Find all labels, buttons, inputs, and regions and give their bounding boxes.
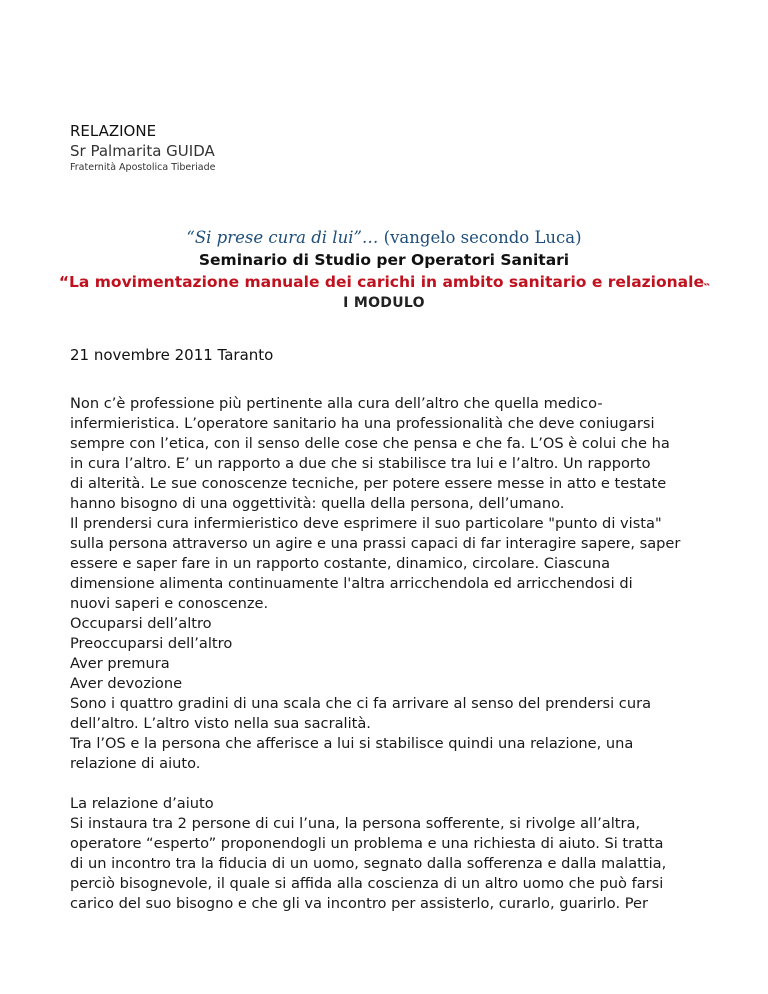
document-header: [70, 121, 215, 175]
body-line: Occuparsi dell’altro: [70, 615, 212, 632]
body-line: Preoccuparsi dell’altro: [70, 635, 233, 652]
module-label: I MODULO: [343, 295, 425, 311]
body-line: hanno bisogno di una oggettività: quella della persona, dell’umano.: [70, 495, 565, 512]
seminar-title: Seminario di Studio per Operatori Sanitari: [198, 251, 570, 269]
author-name: Sr Palmarita GUIDA: [70, 142, 215, 160]
body-line: di un incontro tra la fiducia di un uomo, segnato dalla sofferenza e dalla malattia,: [70, 855, 667, 872]
body-line: in cura l’altro. E’ un rapporto a due che si stabilisce tra lui e l’altro. Un rapporto: [70, 455, 651, 472]
title-quote: [0, 226, 768, 250]
body-line: Sono i quattro gradini di una scala che ci fa arrivare al senso del prendersi cura: [70, 695, 652, 712]
author-affiliation: Fraternità Apostolica Tiberiade: [70, 162, 216, 173]
seminar-subject: “La movimentazione manuale dei carichi in ambito sanitario e relazionale˵: [58, 273, 710, 291]
body-line: Non c’è professione più pertinente alla cura dell’altro che quella medico-: [70, 395, 603, 412]
body-line: Aver devozione: [70, 675, 183, 692]
body-line: Si instaura tra 2 persone di cui l’una, la persona sofferente, si rivolge all’altra,: [70, 815, 641, 832]
body-line: nuovi saperi e conoscenze.: [70, 595, 269, 612]
document-type-label: RELAZIONE: [70, 122, 157, 140]
body-line: carico del suo bisogno e che gli va incontro per assisterlo, curarlo, guarirlo. Per: [70, 895, 649, 912]
body-line: essere e saper fare in un rapporto costante, dinamico, circolare. Ciascuna: [70, 555, 611, 572]
title-quote-italic: “Si prese cura di lui”…: [186, 228, 379, 247]
title-quote-source: (vangelo secondo Luca): [383, 228, 582, 247]
body-line: sulla persona attraverso un agire e una prassi capaci di far interagire sapere, saper: [70, 535, 681, 552]
body-line: perciò bisognevole, il quale si affida alla coscienza di un altro uomo che può farsi: [70, 875, 664, 892]
body-line: di alterità. Le sue conoscenze tecniche, per potere essere messe in atto e testate: [70, 475, 667, 492]
body-text: [70, 394, 710, 914]
paragraph-gap: [70, 774, 710, 794]
body-line: dimensione alimenta continuamente l'altra arricchendola ed arricchendosi di: [70, 575, 633, 592]
body-line: Il prendersi cura infermieristico deve esprimere il suo particolare "punto di vista": [70, 515, 662, 532]
body-line: Tra l’OS e la persona che afferisce a lui si stabilisce quindi una relazione, una: [70, 735, 634, 752]
body-line: dell’altro. L’altro visto nella sua sacralità.: [70, 715, 371, 732]
date-place-line: 21 novembre 2011 Taranto: [70, 346, 274, 364]
body-line: Aver premura: [70, 655, 170, 672]
body-line: relazione di aiuto.: [70, 755, 201, 772]
body-line: sempre con l’etica, con il senso delle cose che pensa e che fa. L’OS è colui che ha: [70, 435, 670, 452]
section-heading: La relazione d’aiuto: [70, 795, 214, 812]
title-block: [0, 226, 768, 313]
body-line: operatore “esperto” proponendogli un problema e una richiesta di aiuto. Si tratta: [70, 835, 664, 852]
body-line: infermieristica. L’operatore sanitario ha una professionalità che deve coniugarsi: [70, 415, 655, 432]
